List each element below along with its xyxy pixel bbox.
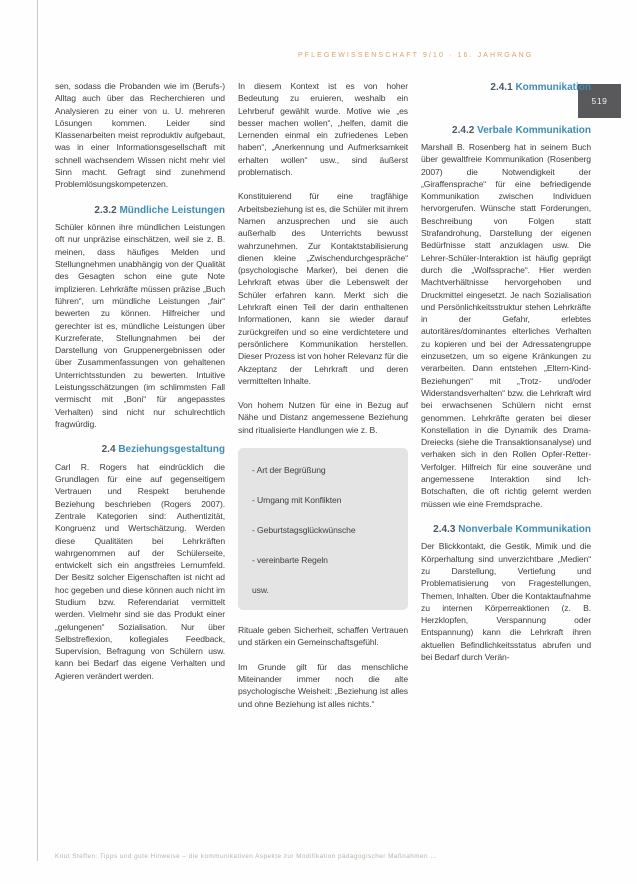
column-1 <box>55 80 225 852</box>
body-paragraph: Der Blickkontakt, die Gestik, Mimik und die Körperhaltung sind unverzichtbare „Medien“ zu Darstellung, Vertiefung und Problematisierung von Fragestellungen, Themen, Inhalten. Über die Kontaktaufnahme zu internen Körperreaktionen (z. B. Herzklopfen, Verspannung oder Entspannung) kann die Lehrkraft ihren aktuellen Befindlichkeitsstatus abrufen und bei Bedarf durch Verän- <box>421 541 591 663</box>
section-heading-nonverbale-kommunikation <box>421 524 591 537</box>
section-number: 2.3.2 <box>94 204 117 216</box>
section-title: Verbale Kommunikation <box>477 124 591 136</box>
list-item: - Art der Begrüßung <box>252 465 326 476</box>
section-title: Mündliche Leistungen <box>119 204 225 216</box>
section-number: 2.4.2 <box>452 124 475 136</box>
body-paragraph: Marshall B. Rosenberg hat in seinem Buch über gewaltfreie Kommunikation (Rosenberg 2007) die Notwendigkeit der „Giraffensprache“ für eine befriedigende Kommunikation zwischen Individuen hervorgerufen. Wünsche statt Forderungen, Beschreibung von Folgen statt Strafandrohung, Darstellung der eigenen Bedürfnisse statt anzuklagen usw. Die Lehrer-Schüler-Interaktion ist häufig geprägt durch die „Wolfssprache“. Hier werden Machtverhältnisse hervorgehoben und Druckmittel eingesetzt. Je nach Sozialisation und Persönlichkeitsstruktur stehen Lehrkräfte in der Gefahr, erlebtes autoritäres/dominantes elterliches Verhalten zu kopieren und bei der Adressatengruppe einzusetzen, um so eigene Kränkungen zu verarbeiten. Dann entstehen „Eltern-Kind-Beziehungen“ mit „Trotz- und/oder Widerstandsverhalten“ bzw. die Lehrkraft wird bei erwachsenen Schülern nicht ernst genommen. Lehrkräfte geraten bei dieser Konstellation in die Dynamik des Drama-Dreiecks (siehe die Transaktionsanalyse) und verhaken sich in den Rollen Opfer-Retter-Verfolger. Hilfreich für eine souveräne und angemessene Interaktion sind Ich-Botschaften, die oft richtig gelernt werden müssen wie eine Fremdsprache. <box>421 142 591 509</box>
column-2 <box>238 80 408 852</box>
section-heading-muendliche-leistungen <box>55 205 225 218</box>
body-paragraph: Im Grunde gilt für das menschliche Miteinander immer noch die alte psychologische Weisheit: „Beziehung ist alles und ohne Beziehung ist alles nichts.“ <box>238 661 408 709</box>
body-paragraph: In diesem Kontext ist es von hoher Bedeutung zu eruieren, weshalb ein Lehrberuf gewählt wurde. Motive wie „es besser machen wollen“, „helfen, damit die Lernenden einmal ein zufriedenes Leben haben“, „Anerkennung und Aufmerksamkeit erhalten wollen“ usw., sind äußerst problematisch. <box>238 81 408 178</box>
body-paragraph: Rituale geben Sicherheit, schaffen Vertrauen und stärken ein Gemeinschaftsgefühl. <box>238 625 408 648</box>
journal-header-line: PFLEGEWISSENSCHAFT 9/10 · 16. JAHRGANG <box>298 52 534 59</box>
section-number: 2.4.1 <box>490 82 513 93</box>
section-title: Kommunikation <box>515 82 591 93</box>
body-paragraph: Carl R. Rogers hat eindrücklich die Grundlagen für eine auf gegenseitigem Vertrauen und Respekt beruhende Beziehung beschrieben (Rogers 2007). Zentrale Kategorien sind: Authentizität, Kongruenz und Wertschätzung. Werden diese Qualitäten bei Lehrkräften wahrgenommen auf der Schülerseite, entwickelt sich ein angstfreies Lernumfeld. Der Besitz solcher Eigenschaften ist nicht ad hoc gegeben und diese können auch nicht im Studium bzw. Referendariat vermittelt werden. Vielmehr sind sie das Produkt einer „gelungenen“ Sozialisation. Nur über Selbstreflexion, kollegiales Feedback, Supervision, Befragung von Schülern usw. kann bei Bedarf das eigene Verhalten und Agieren verändert werden. <box>55 461 225 681</box>
section-heading-verbale-kommunikation <box>421 125 591 138</box>
page-number: 519 <box>591 96 608 106</box>
column-3 <box>421 80 591 852</box>
body-paragraph: Konstituierend für eine tragfähige Arbeitsbeziehung ist es, die Schüler mit ihrem Namen anzusprechen und sie auch außerhalb des Unterrichts bewusst wahrzunehmen. Zur Kontaktstabilisierung dienen kleine „Zwischendurchgespräche“ (psychologische Marker), bei denen die Lehrkraft etwas über die Lebenswelt der Schüler erfahren kann. Merkt sich die Lehrkraft einen Teil der darin enthaltenen Informationen, kann sie wieder darauf zurückgreifen und so eine verdichtetere und persönlichere Kommunikation herstellen. Dieser Prozess ist von hoher Relevanz für die Akzeptanz der Lehrkraft und deren vermittelten Inhalte. <box>238 191 408 386</box>
section-number: 2.4 <box>101 444 116 456</box>
list-item: - vereinbarte Regeln <box>252 555 328 566</box>
running-footer: Knut Steffen: Tipps und gute Hinweise – die kommunikativen Aspekte zur Modifikation pädagogischer Maßnahmen … <box>55 853 438 860</box>
left-margin-rule <box>37 0 38 861</box>
ritual-list-box <box>238 448 408 610</box>
body-paragraph: Von hohem Nutzen für eine in Bezug auf Nähe und Distanz angemessene Beziehung sind ritualisierte Handlungen wie z. B. <box>238 400 408 435</box>
body-paragraph: sen, sodass die Probanden wie im (Berufs-) Alltag auch über das Recherchieren und Analysieren zu einer von u. U. mehreren Lösungen kommen. Leider sind Klassenarbeiten meist reproduktiv aufgebaut, was in einer Informationsgesellschaft mit schnell wachsendem Wissen nicht mehr viel Sinn macht. Gefragt sind zunehmend Problemlösungskompetenzen. <box>55 81 225 190</box>
list-item: - Umgang mit Konflikten <box>252 495 342 506</box>
list-item: - Geburtstagsglückwünsche <box>252 525 356 536</box>
body-paragraph: Schüler können ihre mündlichen Leistungen oft nur unpräzise einschätzen, weil sie z. B. meinen, dass häufiges Melden und Stellungnehmen unabhängig von der Qualität des Gesagten schon eine gute Note implizieren. Lehrkräfte müssen präzise „Buch führen“, um mündliche Leistungen „fair“ bewerten zu können. Hilfreicher und gerechter ist es, mündliche Leistungen über Kurzreferate, Stellungnahmen bei der Darstellung von Gruppenergebnissen oder über Zusammenfassungen von gehaltenen Unterrichtsstunden zu bewerten. Intuitive Leistungsschätzungen (im schlimmsten Fall vermischt mit „Boni“ für angepasstes Verhalten) sind nicht nur schulrechtlich fragwürdig. <box>55 222 225 429</box>
section-heading-kommunikation <box>421 82 591 95</box>
section-number: 2.4.3 <box>433 523 456 535</box>
section-title: Beziehungsgestaltung <box>118 444 225 456</box>
list-item: usw. <box>252 585 269 596</box>
article-columns <box>55 80 592 852</box>
section-heading-beziehungsgestaltung <box>55 444 225 457</box>
section-title: Nonverbale Kommunikation <box>458 523 591 535</box>
